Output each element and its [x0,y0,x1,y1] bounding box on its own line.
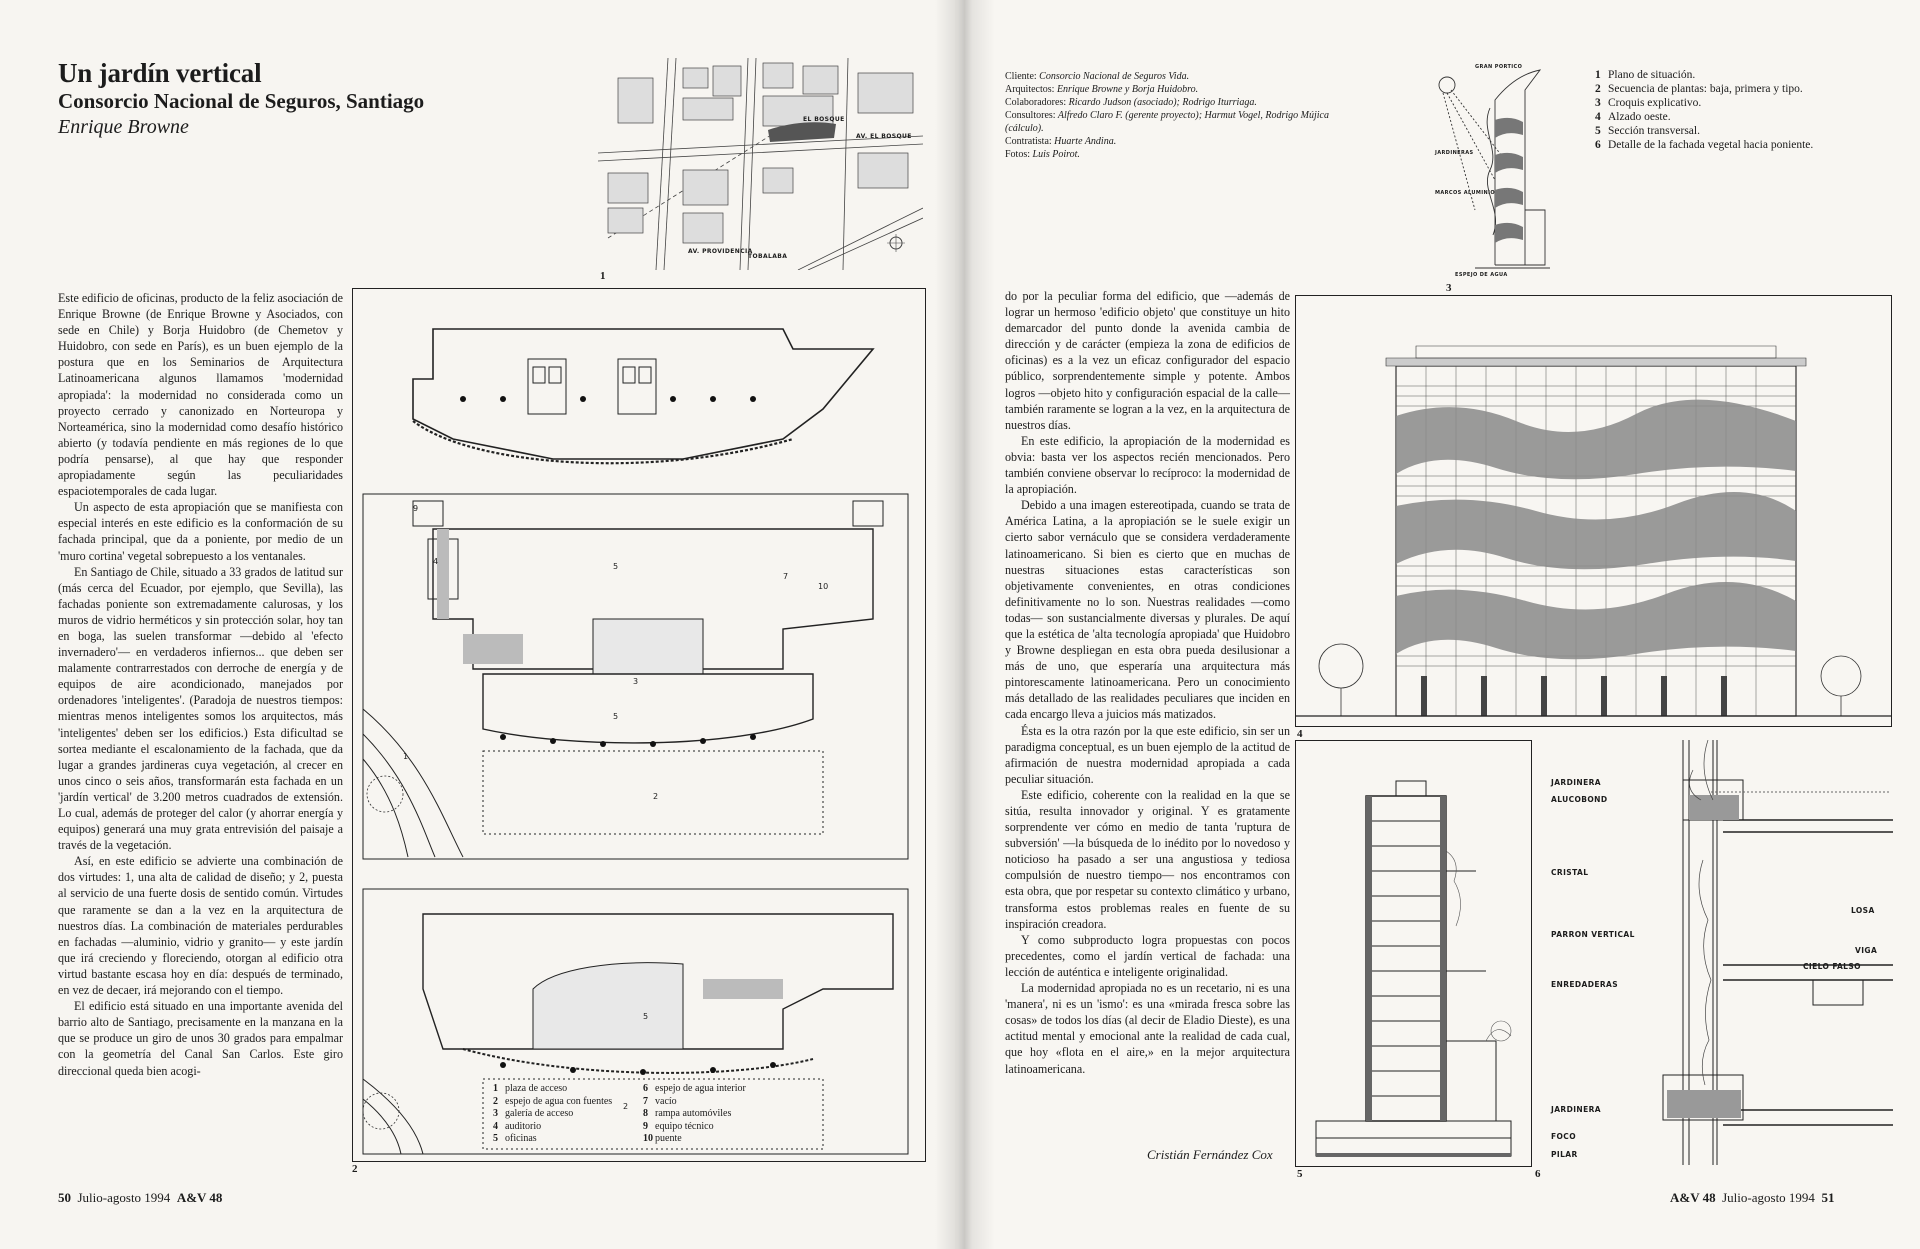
credit-line: Cliente: Consorcio Nacional de Seguros Vida. [1005,71,1190,82]
left-text-column [58,290,343,1079]
paragraph: Un aspecto de esta apropiación que se manifiesta con especial interés en este edificio es la conformación de su fachada principal, que da a poniente, por medio de un 'muro cortina' vegetal sobrepuesto a los ventanales. [58,500,343,563]
figure-list-item: 3 Croquis explicativo. [1595,97,1702,109]
figure-number-5: 5 [1297,1168,1303,1180]
plan-key: 3 [633,677,639,686]
detail-label: PARRON VERTICAL [1551,930,1635,939]
detail-label: VIGA [1855,946,1878,955]
sketch-label: JARDINERAS [1435,150,1474,156]
legend-item: 5 oficinas [493,1133,537,1145]
west-elevation-figure [1295,295,1892,727]
cross-section-figure [1295,740,1532,1167]
folio-right: A&V 48 Julio-agosto 1994 51 [1670,1190,1835,1205]
paragraph: Este edificio, coherente con la realidad en la que se sitúa, resulta innovador y original. Y es gratamente sorprendente ver cómo en medio de tanta 'ruptura de subversión' —la búsqueda de lo inédito por lo novedoso y noticioso ha pasado a ser una angustiosa y tediosa compulsión de nuestro tiempo— nos encontramos con esta obra, que por respetar su contexto climático y urbano, transforma estos problemas reales en fuente de su inspiración creadora. [1005,787,1290,931]
figure-list-item: 4 Alzado oeste. [1595,111,1671,123]
article-author: Enrique Browne [58,116,189,138]
legend-item: 1 plaza de acceso [493,1083,568,1094]
signature: Cristián Fernández Cox [1147,1147,1273,1162]
plan-sequence-figure [352,288,926,1162]
plan-legend [493,1083,793,1146]
credit-line: Consultores: Alfredo Claro F. (gerente proyecto); Harmut Vogel, Rodrigo Mújica (cálculo). [1005,110,1329,134]
detail-label: ALUCOBOND [1551,795,1608,804]
paragraph: do por la peculiar forma del edificio, que —además de lograr un hermoso 'edificio objeto' que constituye un hito demarcador del punto donde la avenida cambia de dirección y de carácter (empieza la zona de edificios de oficinas) es a la vez un eficaz configurador del espacio público, sorprendentemente simple y potente. Ambos logros —objeto hito y configuración espacial de la calle— también raramente se logran a la vez, en la arquitectura de nuestros días. [1005,289,1290,432]
legend-item: 10 puente [643,1133,682,1145]
credit-line: Arquitectos: Enrique Browne y Borja Huidobro. [1005,84,1199,95]
map-label-4: TOBALABA [748,253,788,260]
detail-label: CRISTAL [1551,868,1589,877]
paragraph: Ésta es la otra razón por la que este edificio, sin ser un paradigma conceptual, es un buen ejemplo de la actitud de afirmación de nuestra modernidad apropiada a cada peculiar situación. [1005,723,1290,786]
paragraph: Y como subproducto logra propuestas con pocos precedentes, como el jardín vertical de fachada: una lección de auténtica e inteligente originalidad. [1005,932,1290,979]
figure-number-3: 3 [1446,282,1452,294]
facade-detail-figure [1533,740,1893,1165]
plan-key: 9 [413,504,419,513]
plan-key: 7 [783,572,789,581]
plan-key: 1 [403,752,409,761]
article-title: Un jardín vertical [58,58,262,88]
figure-list-item: 2 Secuencia de plantas: baja, primera y tipo. [1595,83,1803,95]
site-plan-figure [598,58,923,270]
page-gutter-shadow [935,0,995,1249]
map-label-3: AV. PROVIDENCIA [688,248,753,255]
section-drawing [1296,741,1531,1166]
figure-list [1595,68,1895,152]
sketch-label: GRAN PORTICO [1475,64,1523,70]
project-credits [1005,70,1355,161]
credit-line: Contratista: Huarte Andina. [1005,136,1117,147]
plan-key: 10 [818,582,829,591]
paragraph: La modernidad apropiada no es un recetario, ni es una 'manera', ni es un 'ismo': es una «mirada fresca sobre las cosas» de todos los días (al decir de Eladio Dieste), es una actitud mental y emocional ante la realidad de cada cual, que hoy «flota en el aire,» en la mejor arquitectura latinoamericana. [1005,981,1290,1076]
plan-key: 5 [643,1012,649,1021]
credit-line: Fotos: Luis Poirot. [1005,149,1080,160]
plan-key: 2 [653,792,659,801]
article-subtitle: Consorcio Nacional de Seguros, Santiago [58,89,425,113]
figure-number-1: 1 [600,270,606,282]
detail-label: CIELO FALSO [1803,962,1861,971]
legend-item: 4 auditorio [493,1120,542,1132]
plan-key: 4 [433,557,439,566]
sketch-label: ESPEJO DE AGUA [1455,272,1508,278]
credit-line: Colaboradores: Ricardo Judson (asociado); Rodrigo Iturriaga. [1005,97,1257,108]
figure-number-4: 4 [1297,728,1303,740]
figure-number-6: 6 [1535,1168,1541,1180]
figure-list-item: 5 Sección transversal. [1595,125,1700,137]
site-plan-drawing [598,58,923,270]
legend-item: 6 espejo de agua interior [643,1083,746,1094]
map-label-2: AV. EL BOSQUE [856,133,912,140]
sketch-label: MARCOS ALUMINIO [1435,190,1496,196]
sketch-drawing [1435,60,1555,280]
figure-list-item: 1 Plano de situación. [1595,69,1696,81]
right-text-column [1005,288,1290,1077]
folio-left: 50 Julio-agosto 1994 A&V 48 [58,1190,223,1205]
paragraph: En este edificio, la apropiación de la modernidad es obvia: basta ver los aspectos recién mencionados. Pero también conviene observar lo recíproco: la modernidad de la apropiación. [1005,433,1290,497]
paragraph: Debido a una imagen estereotipada, cuando se trata de América Latina, a la apropiación se le suele exigir un cierto sabor vernáculo que se considera verdaderamente latinoamericano. Si bien es cierto que en muchas de nuestras situaciones estas características son objetivamente convenientes, en otras condiciones definitivamente no lo son. Nuestras realidades —como todas— son sustancialmente diversas y plurales. De aquí que la estética de 'alta tecnología apropiada' que Huidobro y Browne despliegan en esta obra pueda desilusionar a más de uno, que esperaría una arquitectura más pintorescamente latinoamericana. Pero un conocimiento más detallado de las realidades peculiares que inciden en cada encargo lleva a juicios más matizados. [1005,498,1290,722]
detail-label: ENREDADERAS [1551,980,1619,989]
detail-label: JARDINERA [1551,1105,1601,1114]
plan-drawings [353,289,925,1161]
detail-label: LOSA [1851,906,1875,915]
elevation-drawing [1296,296,1891,726]
plan-key: 2 [623,1102,629,1111]
left-page [0,0,955,1249]
paragraph: Este edificio de oficinas, producto de la feliz asociación de Enrique Browne (de Enrique Browne y Asociados, con sede en Chile) y Borja Huidobro (de Chemetov y Huidobro, con sede en París), es un buen ejemplo de la postura que en los Seminarios de Arquitectura Latinoamericana algunos llamamos 'modernidad apropiada': la modernidad no considerada como un proyecto cerrado y canonizado en Norteuropa y Norteamérica, sino la modernidad como desafío histórico abierto (y todavía pendiente en más regiones de lo que podría pensarse), al que hay que responder apropiadamente según las peculiaridades espaciotemporales de cada lugar. [58,291,343,499]
paragraph: Así, en este edificio se advierte una combinación de dos virtudes: 1, una alta de calidad de diseño; y 2, puesta al servicio de una fuerte dosis de sentido común. Virtudes que raramente se dan a la vez en la arquitectura de nuestros días. La combinación de materiales perdurables en fachadas —aluminio, vidrio y granito— y este jardín que irá creciendo y floreciendo, otorgan al edificio otra virtud bastante escasa hoy en día: después de terminado, en vez de decaer, irá mejorando con el tiempo. [58,854,343,998]
legend-item: 7 vacío [643,1095,677,1107]
map-label-1: EL BOSQUE [803,116,845,123]
plan-key: 5 [613,712,619,721]
legend-item: 8 rampa automóviles [643,1108,732,1120]
detail-label: JARDINERA [1551,778,1601,787]
right-page [965,0,1920,1249]
paragraph: En Santiago de Chile, situado a 33 grados de latitud sur (más cerca del Ecuador, por ejemplo, que Sevilla), las fachadas poniente son extremadamente calurosas, y los muros de vidrio herméticos y sin protección solar, hoy tan en boga, las suelen transformar —debido al 'efecto invernadero'— en verdaderos infiernos... que deben ser malamente contrarrestados con derroche de energía y de equipos de aire acondicionado, manejados por ordenadores 'inteligentes'. (Paradoja de nuestros tiempos: mientras menos inteligentes somos los arquitectos, más 'inteligentes' deben ser los edificios.) Esta dificultad se sortea mediante el escalonamiento de la fachada, que da lugar a grandes jardineras cuya vegetación, al crecer en unos cinco o seis años, transformarán esta fachada en un 'jardín vertical' de 3.200 metros cuadrados de extensión. Lo cual, además de proteger del calor (y ahorrar energía y equipos) generará una muy grata entrevisión del paisaje a través de la vegetación. [58,564,343,853]
figure-list-item: 6 Detalle de la fachada vegetal hacia poniente. [1595,139,1814,151]
legend-item: 2 espejo de agua con fuentes [493,1095,613,1107]
legend-item: 3 galería de acceso [493,1108,574,1120]
detail-label: PILAR [1551,1150,1578,1159]
detail-label: FOCO [1551,1132,1576,1141]
plan-key: 5 [613,562,619,571]
figure-number-2: 2 [352,1163,358,1175]
legend-item: 9 equipo técnico [643,1120,714,1132]
paragraph: El edificio está situado en una importante avenida del barrio alto de Santiago, precisamente en la manzana en la que se produce un giro de unos 30 grados para empalmar con la geometría del Canal San Carlos. Este giro direccional queda bien acogi- [58,999,343,1078]
explanatory-sketch-figure [1435,60,1555,280]
